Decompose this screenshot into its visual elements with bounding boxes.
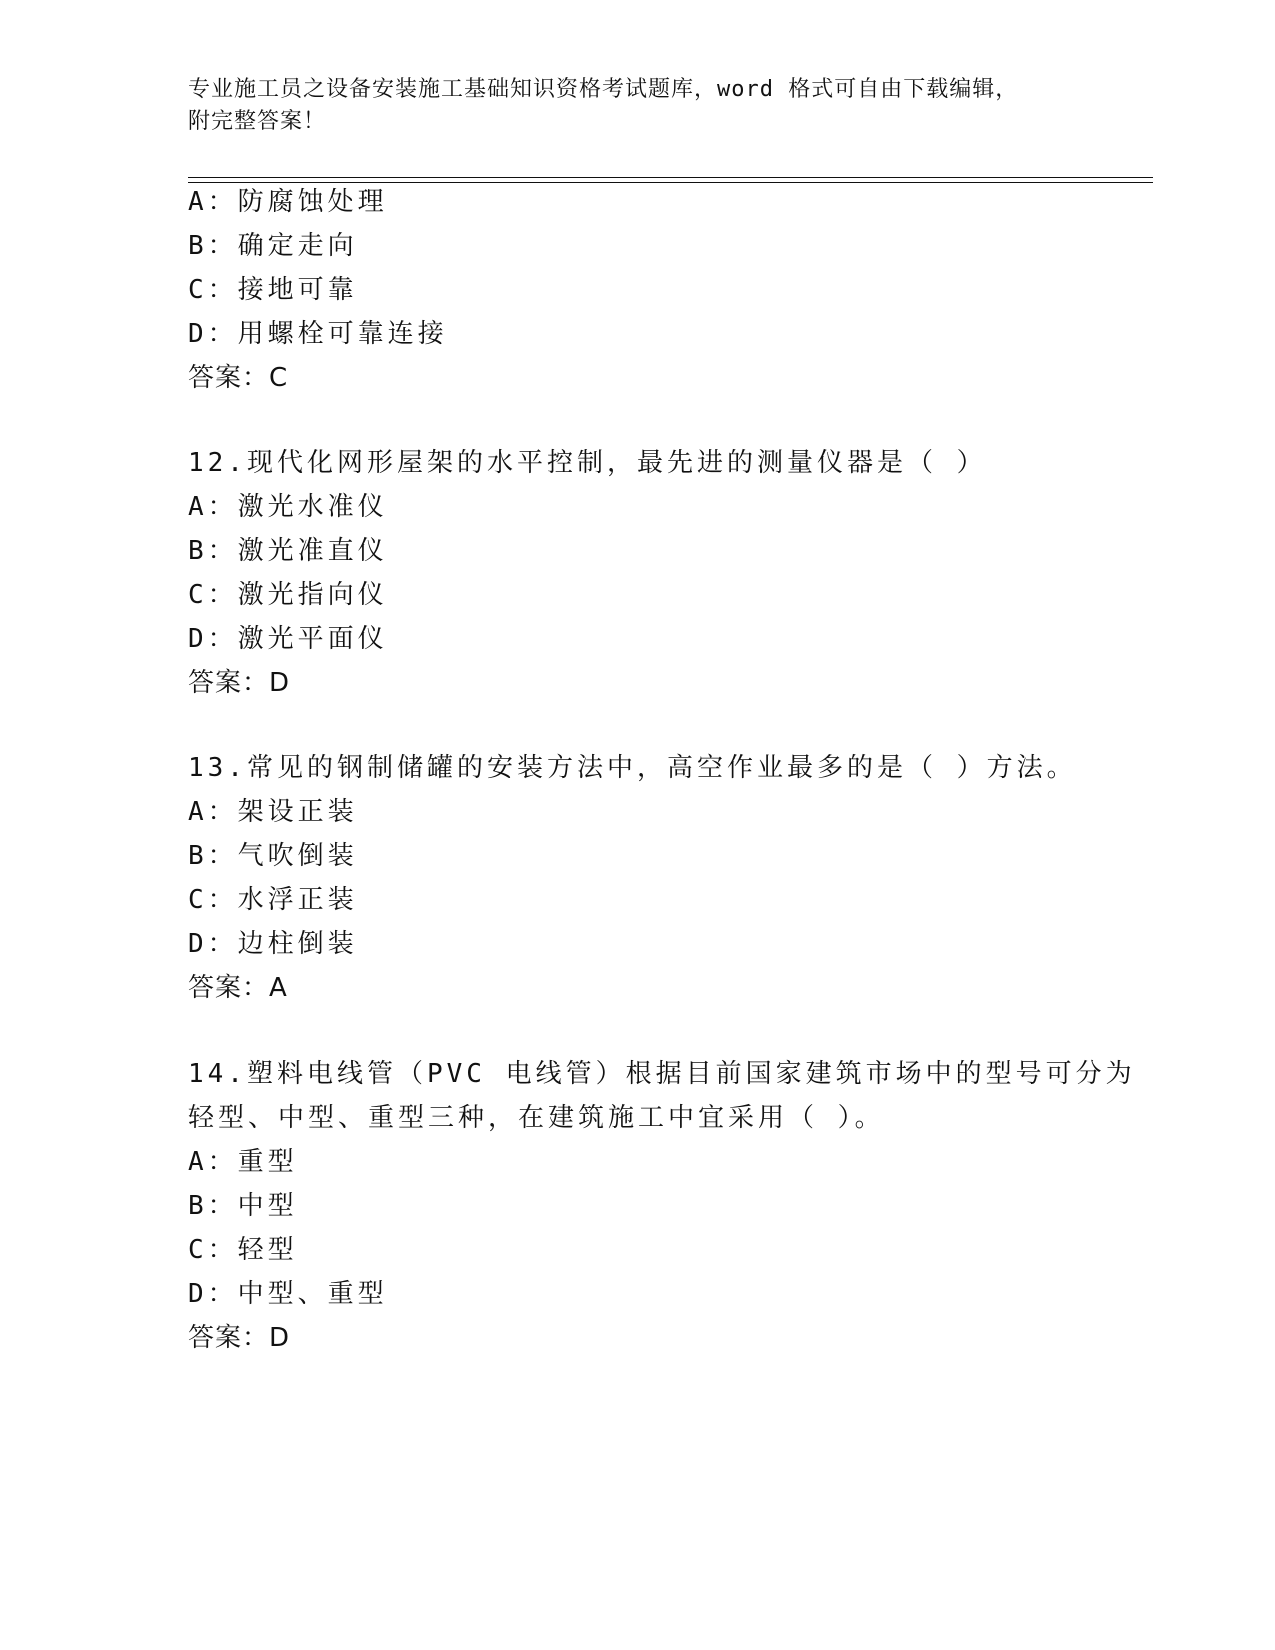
header-line-2: 附完整答案！: [188, 109, 327, 134]
q13-answer: 答案：A: [188, 973, 288, 1003]
q13-option-a: A：架设正装: [188, 797, 358, 827]
q11-option-d: D：用螺栓可靠连接: [188, 319, 448, 349]
q14-answer: 答案：D: [188, 1323, 291, 1353]
q12-option-c: C：激光指向仪: [188, 580, 388, 610]
header-divider-bottom: [188, 182, 1153, 183]
q14-option-a: A：重型: [188, 1147, 298, 1177]
header-line-1: 专业施工员之设备安装施工基础知识资格考试题库，word 格式可自由下载编辑，: [188, 77, 1019, 102]
q13-option-d: D：边柱倒装: [188, 929, 358, 959]
q12-option-d: D：激光平面仪: [188, 624, 388, 654]
q11-option-a: A：防腐蚀处理: [188, 187, 388, 217]
q14-question-line-1: 14.塑料电线管（PVC 电线管）根据目前国家建筑市场中的型号可分为: [188, 1059, 1136, 1089]
q11-answer: 答案：C: [188, 363, 289, 393]
q14-option-c: C：轻型: [188, 1235, 298, 1265]
q14-option-d: D：中型、重型: [188, 1279, 388, 1309]
q13-question: 13.常见的钢制储罐的安装方法中，高空作业最多的是（ ）方法。: [188, 753, 1077, 783]
q12-option-a: A：激光水准仪: [188, 492, 388, 522]
q11-option-b: B：确定走向: [188, 231, 358, 261]
q13-option-b: B：气吹倒装: [188, 841, 358, 871]
document-header: [188, 74, 1068, 138]
q14-question-line-2: 轻型、中型、重型三种，在建筑施工中宜采用（ ）。: [188, 1103, 885, 1133]
q13-option-c: C：水浮正装: [188, 885, 358, 915]
q12-question: 12.现代化网形屋架的水平控制，最先进的测量仪器是（ ）: [188, 448, 987, 478]
q12-option-b: B：激光准直仪: [188, 536, 388, 566]
q14-option-b: B：中型: [188, 1191, 298, 1221]
q11-option-c: C：接地可靠: [188, 275, 358, 305]
header-divider-top: [188, 177, 1153, 178]
q12-answer: 答案：D: [188, 668, 291, 698]
